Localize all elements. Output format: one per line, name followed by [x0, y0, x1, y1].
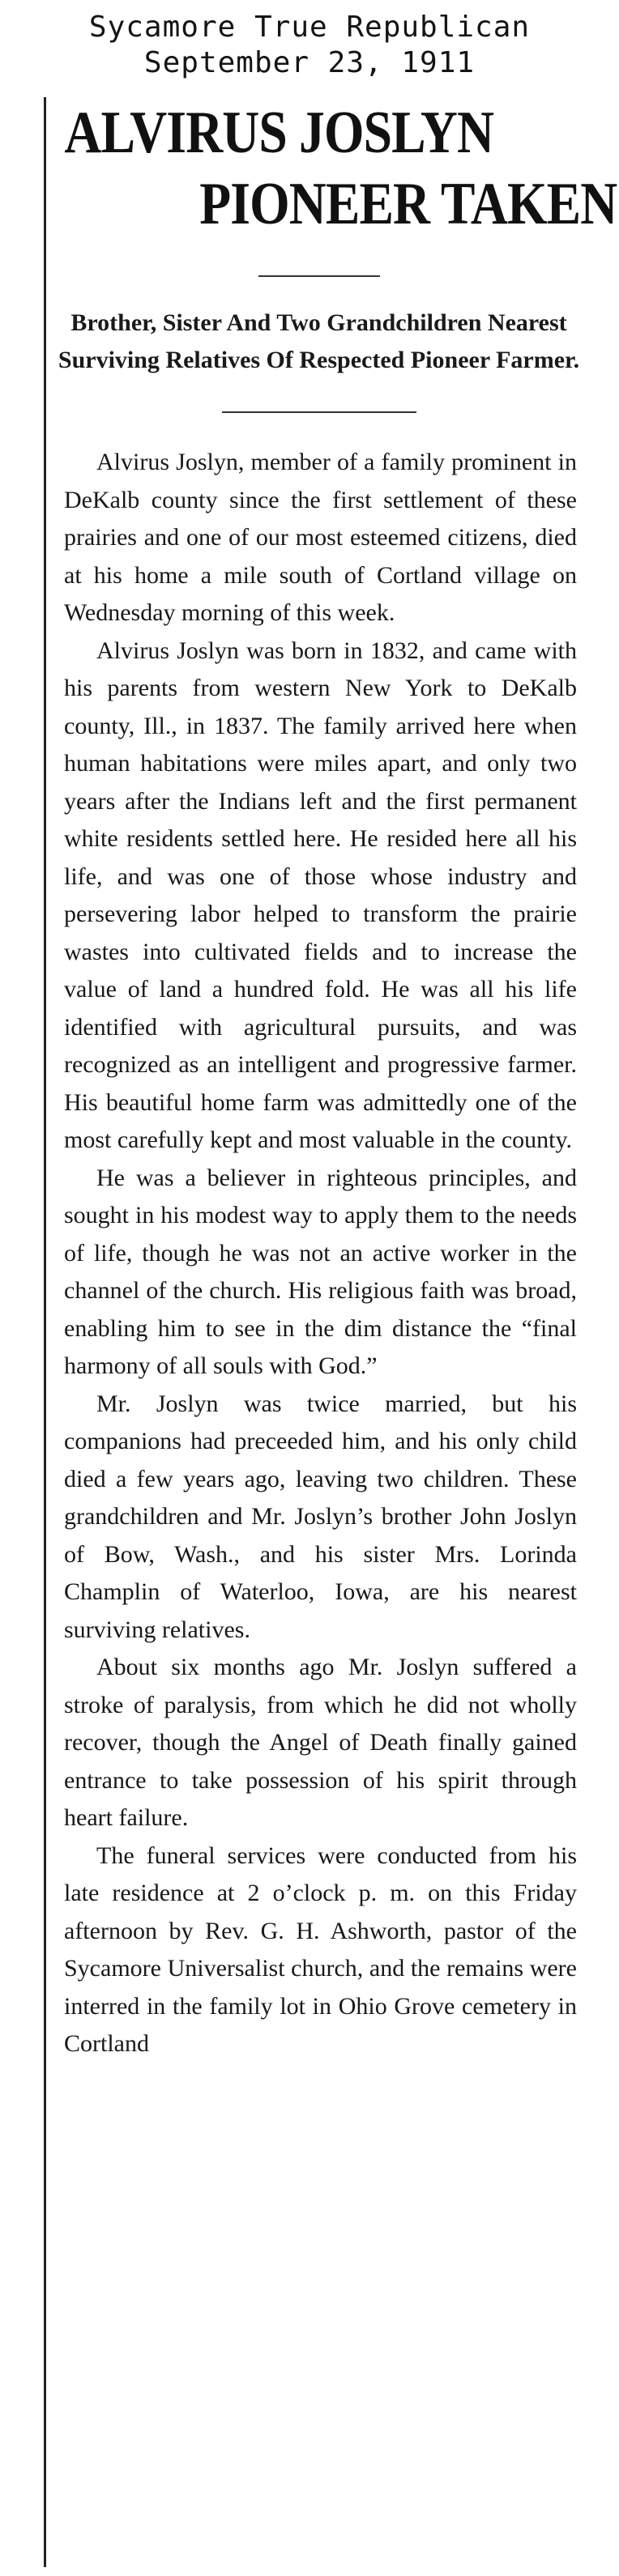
clipping-header	[0, 0, 619, 81]
subheadline: Brother, Sister And Two Grandchildren Nearest Surviving Relatives Of Respected Pioneer Farmer.	[58, 309, 580, 373]
divider-rule	[258, 275, 380, 277]
paragraph: Mr. Joslyn was twice married, but his companions had preceeded him, and his only child died a few years ago, leaving two children. These grandchildren and Mr. Joslyn’s brother John Joslyn of Bow, Wash., and his sister Mrs. Lorinda Champlin of Waterloo, Iowa, are his nearest surviving relatives.	[64, 1390, 577, 1643]
paragraph: Alvirus Joslyn, member of a family prominent in DeKalb county since the first settlement of these prairies and one of our most esteemed citizens, died at his home a mile south of Cortland village on Wednesday morning of this week.	[64, 449, 577, 626]
paragraph: He was a believer in righteous principles, and sought in his modest way to apply them to the needs of life, though he was not an active worker in the channel of the church. His religious faith was broad, enabling him to see in the dim distance the “final harmony of all souls with God.”	[64, 1164, 577, 1379]
divider-rule	[222, 411, 416, 413]
paragraph: The funeral services were conducted from his late residence at 2 o’clock p. m. on this Friday afternoon by Rev. G. H. Ashworth, pastor of the Sycamore Universalist church, and the remains were interred in the family lot in Ohio Grove cemetery in Cortland	[64, 1842, 577, 2057]
headline-line-2: PIONEER TAKEN	[199, 171, 617, 237]
article-column	[44, 97, 617, 2567]
article-body	[46, 444, 591, 2063]
headline	[46, 97, 617, 240]
publication-date: September 23, 1911	[143, 46, 476, 79]
headline-line-1: ALVIRUS JOSLYN	[64, 100, 494, 166]
paragraph: About six months ago Mr. Joslyn suffered a stroke of paralysis, from which he did not wholly recover, though the Angel of Death finally gained entrance to take possession of his spirit through heart failure.	[64, 1654, 577, 1831]
publication-name: Sycamore True Republican	[88, 11, 531, 44]
paragraph: Alvirus Joslyn was born in 1832, and came with his parents from western New York to DeKalb county, Ill., in 1837. The family arrived here when human habitations were miles apart, and only two years after the Indians left and the first permanent white residents settled here. He resided here all his life, and was one of those whose industry and persevering labor helped to transform the prairie wastes into cultivated fields and to increase the value of land a hundred fold. He was all his life identified with agricultural pursuits, and was recognized as an intelligent and progressive farmer. His beautiful home farm was admittedly one of the most carefully kept and most valuable in the county.	[64, 637, 577, 1153]
